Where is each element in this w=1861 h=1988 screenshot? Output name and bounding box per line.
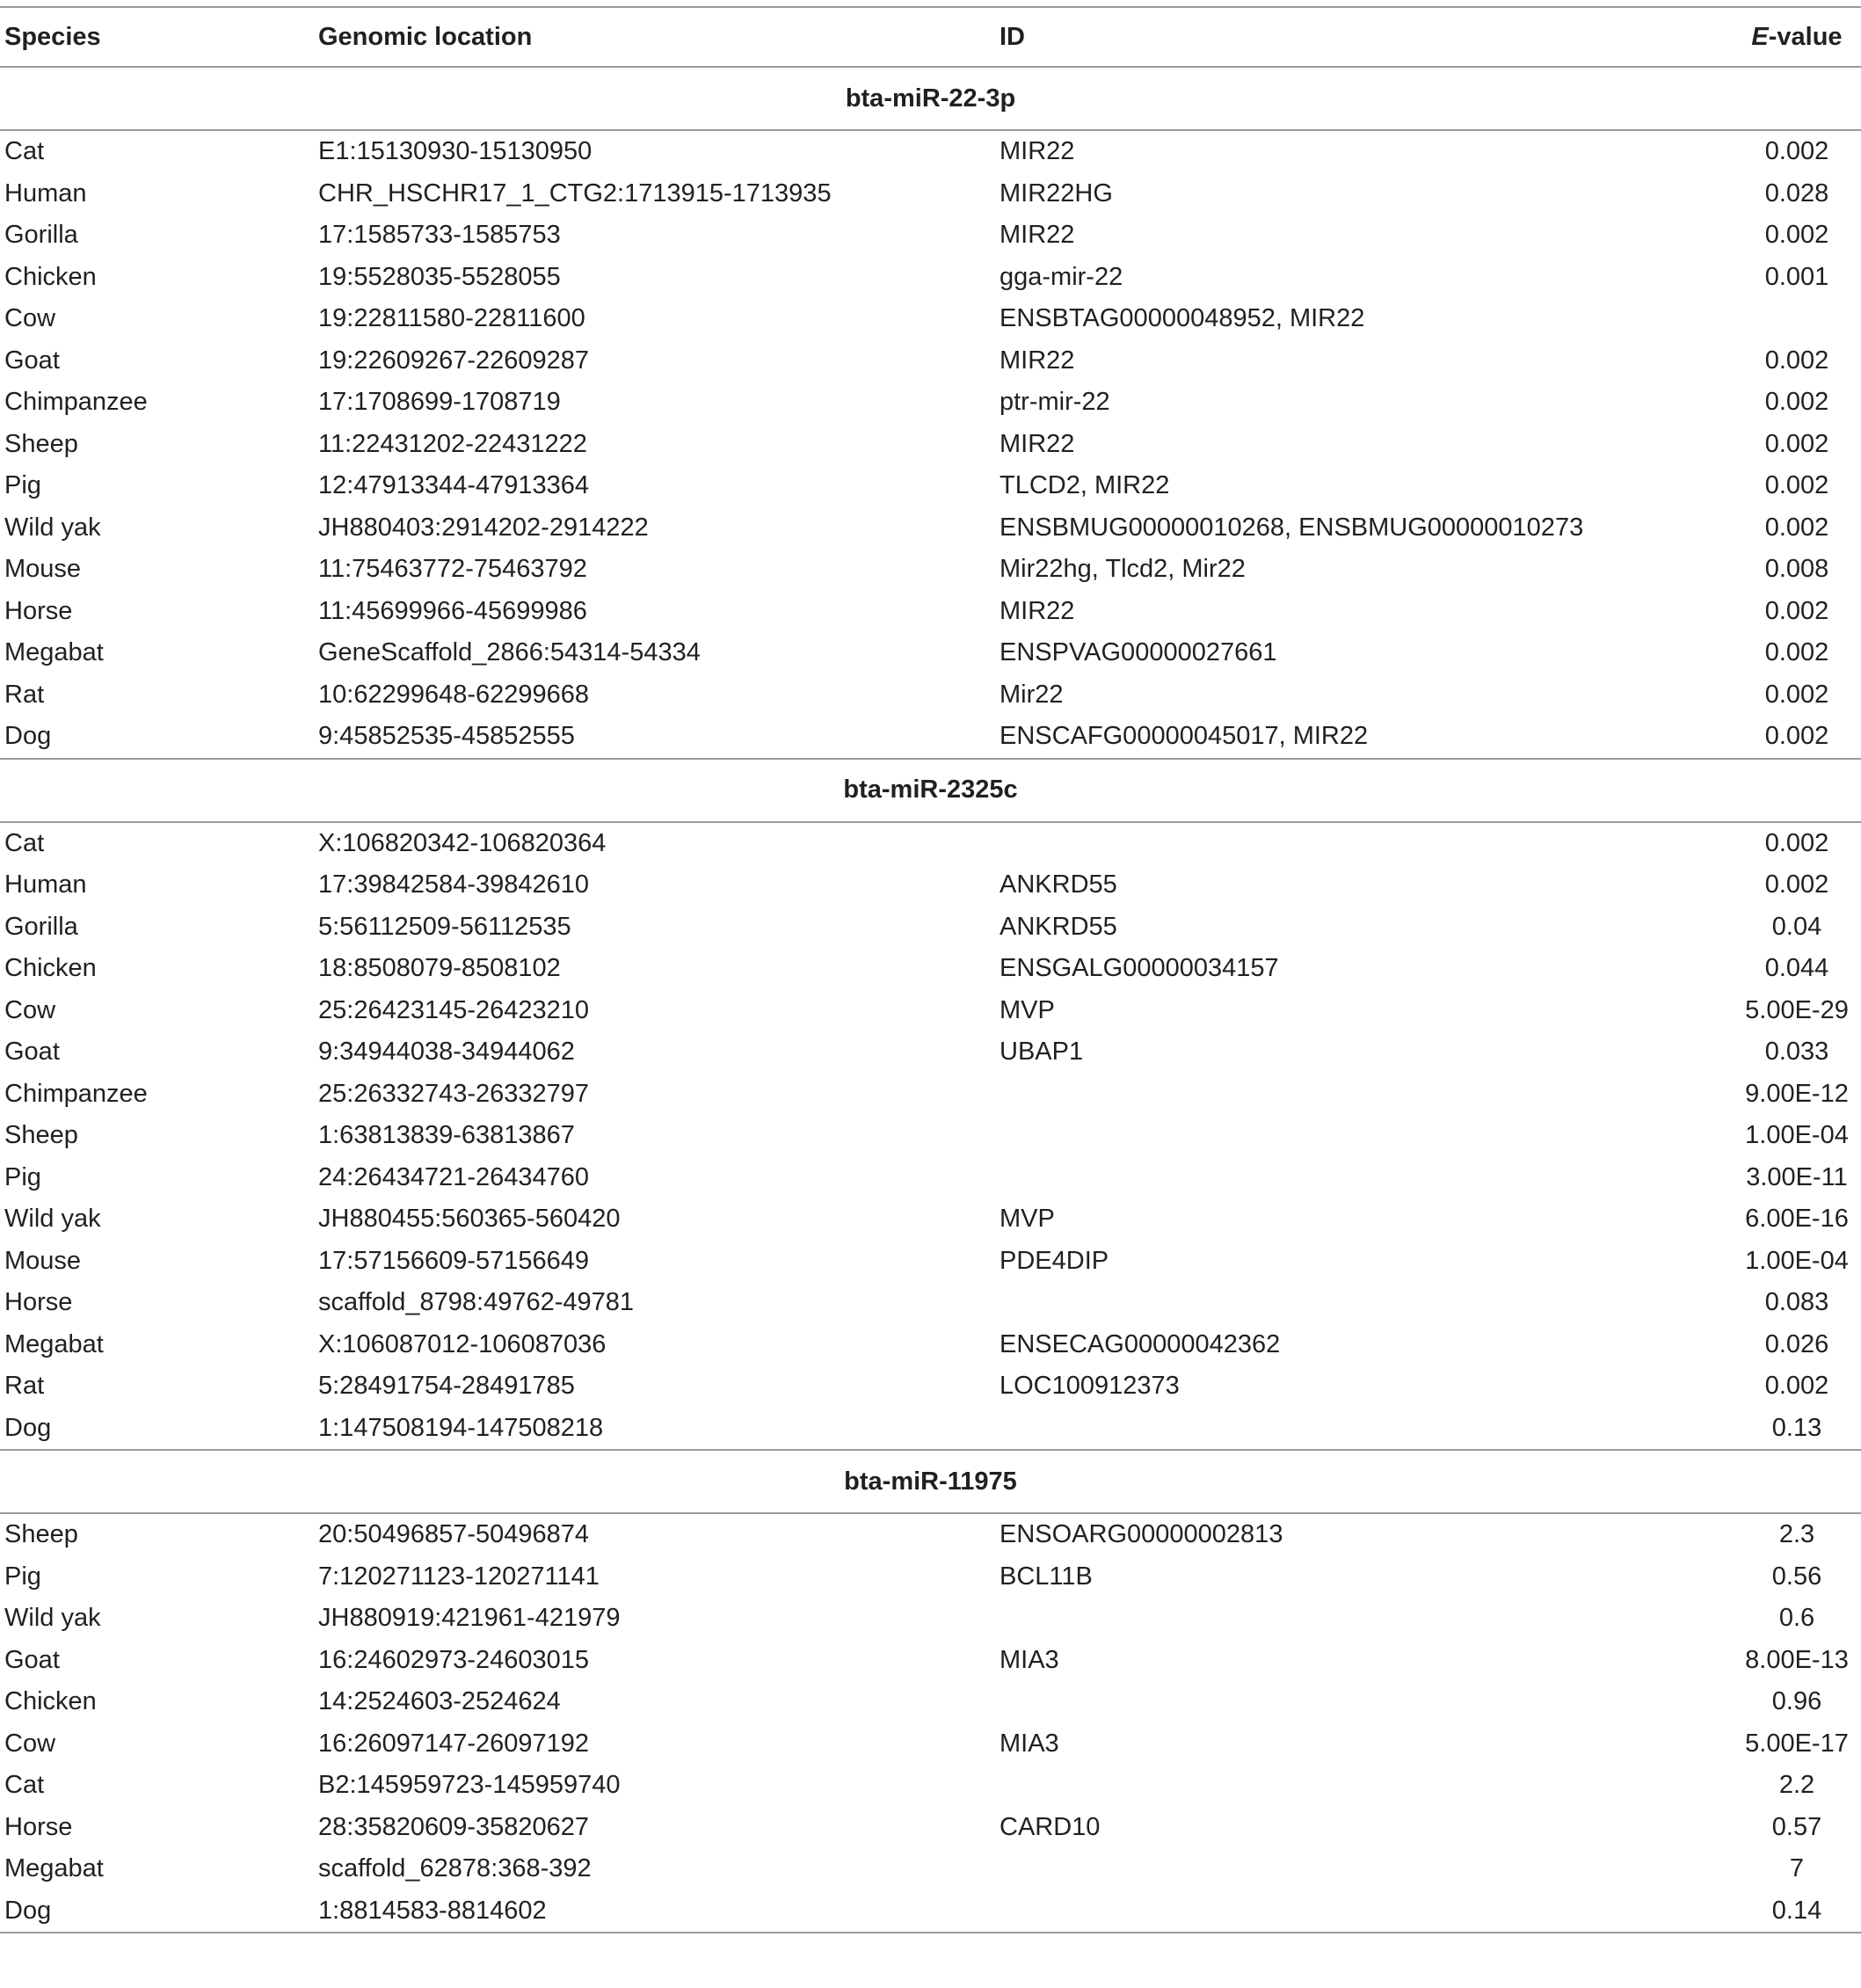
cell-evalue: 1.00E-04 xyxy=(1745,1121,1849,1150)
table-row xyxy=(0,1681,1861,1723)
table-row xyxy=(0,1241,1861,1283)
table-row xyxy=(0,1074,1861,1116)
table-row xyxy=(0,1765,1861,1807)
cell-genomic-location: 10:62299648-62299668 xyxy=(318,680,590,709)
table-row xyxy=(0,1513,1861,1556)
table-row xyxy=(0,948,1861,990)
section-title: bta-miR-22-3p xyxy=(0,67,1861,130)
cell-evalue: 0.002 xyxy=(1764,828,1829,857)
table-row xyxy=(0,549,1861,591)
table-row xyxy=(0,1598,1861,1640)
cell-genomic-location: GeneScaffold_2866:54314-54334 xyxy=(318,638,701,667)
cell-species: Goat xyxy=(4,1038,60,1067)
cell-evalue: 9.00E-12 xyxy=(1745,1079,1849,1108)
table-row xyxy=(0,1640,1861,1682)
cell-evalue: 6.00E-16 xyxy=(1745,1205,1849,1234)
cell-genomic-location: 1:8814583-8814602 xyxy=(318,1890,1000,1933)
header-evalue-rest: -value xyxy=(1768,22,1843,51)
cell-evalue: 0.6 xyxy=(1778,1604,1815,1633)
header-row xyxy=(0,7,1861,67)
cell-id: MVP xyxy=(1000,1205,1055,1234)
cell-genomic-location: 9:34944038-34944062 xyxy=(318,1038,575,1067)
table-body xyxy=(0,67,1861,1933)
table-row xyxy=(0,716,1861,759)
cell-evalue: 0.57 xyxy=(1771,1812,1822,1841)
cell-species: Mouse xyxy=(4,555,82,584)
cell-species: Dog xyxy=(4,1413,52,1442)
table-row xyxy=(0,340,1861,382)
cell-evalue: 0.002 xyxy=(1764,1372,1829,1401)
cell-species: Megabat xyxy=(4,638,104,667)
cell-genomic-location: 14:2524603-2524624 xyxy=(318,1687,561,1716)
cell-id: MIR22 xyxy=(1000,221,1075,250)
cell-genomic-location: 12:47913344-47913364 xyxy=(318,471,590,500)
header-species: Species xyxy=(0,7,318,67)
cell-evalue: 0.002 xyxy=(1764,722,1829,751)
table-row xyxy=(0,1031,1861,1074)
cell-species: Gorilla xyxy=(4,221,78,250)
cell-id: LOC100912373 xyxy=(1000,1372,1180,1401)
cell-id: ANKRD55 xyxy=(1000,870,1117,899)
cell-evalue: 0.001 xyxy=(1764,262,1829,291)
table-row xyxy=(0,1848,1861,1890)
table-row xyxy=(0,591,1861,633)
table-header xyxy=(0,7,1861,67)
cell-evalue: 0.002 xyxy=(1764,596,1829,625)
table-row xyxy=(0,507,1861,550)
cell-species: Cat xyxy=(4,1771,45,1800)
cell-id: ENSCAFG00000045017, MIR22 xyxy=(1000,722,1369,751)
table-row xyxy=(0,1890,1861,1933)
header-id: ID xyxy=(1000,7,1736,67)
table-row xyxy=(0,632,1861,674)
cell-id: ENSOARG00000002813 xyxy=(1000,1520,1283,1549)
cell-species: Human xyxy=(4,870,87,899)
cell-species: Megabat xyxy=(4,1854,104,1883)
table-row xyxy=(0,674,1861,717)
cell-id xyxy=(1000,1408,1736,1451)
cell-species: Rat xyxy=(4,1372,45,1401)
cell-species: Chicken xyxy=(4,954,97,983)
cell-genomic-location: 17:39842584-39842610 xyxy=(318,870,590,899)
cell-evalue: 0.026 xyxy=(1764,1329,1829,1358)
mirna-homology-table xyxy=(0,6,1861,1933)
cell-species: Wild yak xyxy=(4,1205,101,1234)
cell-genomic-location: 16:24602973-24603015 xyxy=(318,1645,590,1674)
cell-genomic-location: 25:26423145-26423210 xyxy=(318,995,590,1024)
cell-evalue: 0.13 xyxy=(1771,1413,1822,1442)
cell-id: UBAP1 xyxy=(1000,1038,1084,1067)
cell-id: ENSGALG00000034157 xyxy=(1000,954,1279,983)
cell-species: Dog xyxy=(0,1890,318,1933)
cell-species: Megabat xyxy=(4,1329,104,1358)
table-row xyxy=(0,1365,1861,1408)
cell-genomic-location: E1:15130930-15130950 xyxy=(318,137,592,166)
cell-id xyxy=(1000,1157,1736,1199)
table-row xyxy=(0,1556,1861,1598)
cell-evalue: 0.002 xyxy=(1764,870,1829,899)
cell-id: ptr-mir-22 xyxy=(1000,388,1110,417)
cell-genomic-location: 5:28491754-28491785 xyxy=(318,1372,575,1401)
cell-species: Wild yak xyxy=(4,1604,101,1633)
cell-evalue: 0.002 xyxy=(1764,471,1829,500)
cell-species: Sheep xyxy=(4,429,78,458)
cell-species: Cow xyxy=(4,1729,56,1758)
cell-species: Cat xyxy=(4,828,45,857)
cell-evalue: 8.00E-13 xyxy=(1745,1645,1849,1674)
cell-id: TLCD2, MIR22 xyxy=(1000,471,1170,500)
cell-genomic-location: JH880403:2914202-2914222 xyxy=(318,513,649,542)
cell-id: MIA3 xyxy=(1000,1729,1059,1758)
cell-evalue: 0.033 xyxy=(1764,1038,1829,1067)
cell-evalue: 2.3 xyxy=(1778,1520,1815,1549)
section-title: bta-miR-11975 xyxy=(0,1450,1861,1513)
cell-id xyxy=(1000,1598,1736,1640)
cell-species: Goat xyxy=(4,346,60,375)
cell-genomic-location: 17:57156609-57156649 xyxy=(318,1246,590,1275)
cell-evalue: 0.044 xyxy=(1764,954,1829,983)
cell-id: ENSBTAG00000048952, MIR22 xyxy=(1000,304,1365,333)
cell-evalue: 0.96 xyxy=(1771,1687,1822,1716)
cell-evalue: 5.00E-17 xyxy=(1745,1729,1849,1758)
cell-id: PDE4DIP xyxy=(1000,1246,1109,1275)
cell-genomic-location: 20:50496857-50496874 xyxy=(318,1520,590,1549)
cell-genomic-location: 16:26097147-26097192 xyxy=(318,1729,590,1758)
cell-genomic-location: 1:147508194-147508218 xyxy=(318,1413,604,1442)
cell-species: Mouse xyxy=(4,1246,82,1275)
cell-evalue: 0.002 xyxy=(1764,429,1829,458)
table-row xyxy=(0,173,1861,215)
table-row xyxy=(0,465,1861,507)
cell-genomic-location: X:106087012-106087036 xyxy=(318,1329,607,1358)
table-row xyxy=(0,298,1861,340)
cell-id: MIR22 xyxy=(1000,429,1075,458)
section-header-row xyxy=(0,67,1861,130)
section-header-row xyxy=(0,1450,1861,1513)
cell-genomic-location: 25:26332743-26332797 xyxy=(318,1079,590,1108)
cell-species: Cow xyxy=(4,995,56,1024)
table-row xyxy=(0,1408,1861,1451)
header-evalue-italic: E xyxy=(1751,22,1769,51)
cell-species: Goat xyxy=(4,1645,60,1674)
cell-species: Chicken xyxy=(4,1687,97,1716)
table-row xyxy=(0,1115,1861,1157)
cell-evalue: 2.2 xyxy=(1778,1771,1815,1800)
table-row xyxy=(0,130,1861,173)
table-row xyxy=(0,257,1861,299)
cell-evalue: 0.083 xyxy=(1764,1288,1829,1317)
table-row xyxy=(0,1198,1861,1241)
table-row xyxy=(0,215,1861,257)
cell-id xyxy=(1000,1765,1736,1807)
cell-id: Mir22hg, Tlcd2, Mir22 xyxy=(1000,555,1246,584)
cell-genomic-location: JH880455:560365-560420 xyxy=(318,1205,621,1234)
cell-genomic-location: 19:22609267-22609287 xyxy=(318,346,590,375)
cell-id: MIR22 xyxy=(1000,596,1075,625)
cell-id xyxy=(1000,1282,1736,1324)
cell-genomic-location: B2:145959723-145959740 xyxy=(318,1771,621,1800)
cell-genomic-location: JH880919:421961-421979 xyxy=(318,1604,621,1633)
cell-species: Gorilla xyxy=(4,912,78,941)
cell-species: Wild yak xyxy=(4,513,101,542)
cell-species: Chicken xyxy=(4,262,97,291)
cell-species: Pig xyxy=(4,471,41,500)
cell-id xyxy=(1000,1890,1736,1933)
cell-species: Chimpanzee xyxy=(4,388,148,417)
cell-evalue: 0.002 xyxy=(1764,221,1829,250)
cell-genomic-location: 18:8508079-8508102 xyxy=(318,954,561,983)
cell-id: MIR22HG xyxy=(1000,178,1113,208)
cell-id: gga-mir-22 xyxy=(1000,262,1123,291)
cell-genomic-location: X:106820342-106820364 xyxy=(318,828,607,857)
table-row xyxy=(0,1282,1861,1324)
cell-genomic-location: 24:26434721-26434760 xyxy=(318,1162,590,1191)
table-row xyxy=(0,864,1861,907)
cell-genomic-location: 17:1585733-1585753 xyxy=(318,221,561,250)
cell-evalue: 0.002 xyxy=(1764,346,1829,375)
cell-id: MIR22 xyxy=(1000,346,1075,375)
table-row xyxy=(0,907,1861,949)
cell-evalue: 0.14 xyxy=(1736,1890,1861,1933)
cell-species: Pig xyxy=(4,1162,41,1191)
cell-evalue: 0.002 xyxy=(1764,680,1829,709)
cell-id: MVP xyxy=(1000,995,1055,1024)
cell-species: Sheep xyxy=(4,1520,78,1549)
header-evalue xyxy=(1736,7,1861,67)
cell-evalue: 7 xyxy=(1789,1854,1805,1883)
cell-species: Horse xyxy=(4,1812,73,1841)
cell-id xyxy=(1000,1074,1736,1116)
cell-evalue: 0.002 xyxy=(1764,513,1829,542)
table-row xyxy=(0,1324,1861,1366)
cell-species: Dog xyxy=(4,722,52,751)
section-header-row xyxy=(0,759,1861,822)
cell-genomic-location: scaffold_62878:368-392 xyxy=(318,1854,592,1883)
cell-genomic-location: scaffold_8798:49762-49781 xyxy=(318,1288,635,1317)
cell-id: MIA3 xyxy=(1000,1645,1059,1674)
cell-species: Horse xyxy=(4,1288,73,1317)
cell-evalue: 0.002 xyxy=(1764,388,1829,417)
cell-id: MIR22 xyxy=(1000,137,1075,166)
cell-evalue: 0.008 xyxy=(1764,555,1829,584)
table-row xyxy=(0,990,1861,1032)
cell-genomic-location: 7:120271123-120271141 xyxy=(318,1562,600,1591)
cell-id: BCL11B xyxy=(1000,1562,1093,1591)
cell-species: Chimpanzee xyxy=(4,1079,148,1108)
cell-species: Human xyxy=(4,178,87,208)
cell-genomic-location: 11:45699966-45699986 xyxy=(318,596,587,625)
cell-genomic-location: 5:56112509-56112535 xyxy=(318,912,571,941)
cell-id: ENSPVAG00000027661 xyxy=(1000,638,1277,667)
cell-species: Rat xyxy=(4,680,45,709)
cell-genomic-location: 17:1708699-1708719 xyxy=(318,388,561,417)
cell-evalue: 0.002 xyxy=(1764,638,1829,667)
cell-id xyxy=(1000,1848,1736,1890)
table-row xyxy=(0,1723,1861,1766)
cell-genomic-location: 1:63813839-63813867 xyxy=(318,1121,575,1150)
cell-genomic-location: 19:22811580-22811600 xyxy=(318,304,585,333)
table-row xyxy=(0,382,1861,424)
cell-id: ENSECAG00000042362 xyxy=(1000,1329,1281,1358)
cell-genomic-location: 11:75463772-75463792 xyxy=(318,555,587,584)
cell-genomic-location: 19:5528035-5528055 xyxy=(318,262,561,291)
table-row xyxy=(0,424,1861,466)
cell-genomic-location: 28:35820609-35820627 xyxy=(318,1812,590,1841)
cell-genomic-location: CHR_HSCHR17_1_CTG2:1713915-1713935 xyxy=(318,178,832,208)
table-row xyxy=(0,1807,1861,1849)
cell-evalue: 3.00E-11 xyxy=(1746,1162,1848,1191)
cell-id xyxy=(1000,822,1736,865)
table-row xyxy=(0,1157,1861,1199)
cell-evalue: 0.04 xyxy=(1771,912,1822,941)
cell-id: Mir22 xyxy=(1000,680,1064,709)
cell-genomic-location: 9:45852535-45852555 xyxy=(318,722,575,751)
cell-id: CARD10 xyxy=(1000,1812,1101,1841)
cell-evalue: 0.56 xyxy=(1771,1562,1822,1591)
cell-id xyxy=(1000,1115,1736,1157)
cell-species: Pig xyxy=(4,1562,41,1591)
cell-evalue: 1.00E-04 xyxy=(1745,1246,1849,1275)
cell-evalue: 5.00E-29 xyxy=(1745,995,1849,1024)
table-row xyxy=(0,822,1861,865)
cell-species: Cow xyxy=(4,304,56,333)
section-title: bta-miR-2325c xyxy=(0,759,1861,822)
cell-id xyxy=(1000,1681,1736,1723)
cell-species: Cat xyxy=(4,137,45,166)
cell-id: ENSBMUG00000010268, ENSBMUG00000010273 xyxy=(1000,513,1584,542)
cell-species: Sheep xyxy=(4,1121,78,1150)
cell-evalue xyxy=(1736,298,1861,340)
cell-species: Horse xyxy=(4,596,73,625)
header-genomic-location: Genomic location xyxy=(318,7,1000,67)
cell-genomic-location: 11:22431202-22431222 xyxy=(318,429,587,458)
cell-evalue: 0.028 xyxy=(1764,178,1829,208)
cell-id: ANKRD55 xyxy=(1000,912,1117,941)
cell-evalue: 0.002 xyxy=(1764,137,1829,166)
